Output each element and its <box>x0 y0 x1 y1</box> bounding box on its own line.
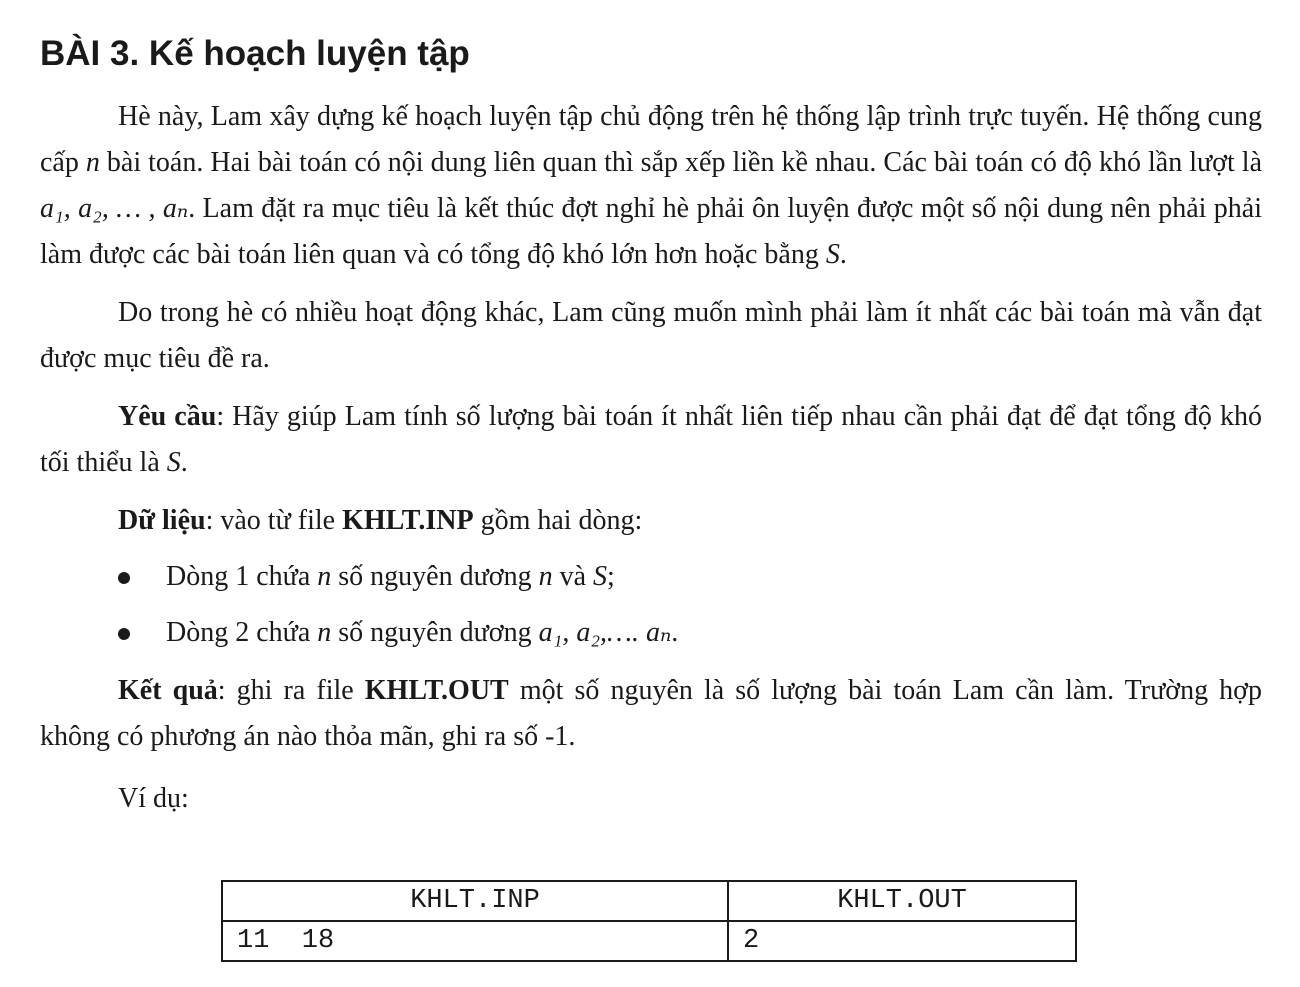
input-format-list <box>40 554 1262 656</box>
bullet2-text-a: Dòng 2 chứa <box>166 617 318 648</box>
output-text-b: một số nguyên là số lượng bài toán Lam cần làm. Trường hợp không có phương án nào thỏa mãn, ghi ra số -1. <box>40 675 1262 752</box>
example-table <box>221 880 1077 962</box>
output-label: Kết quả <box>118 675 218 706</box>
problem-title: BÀI 3. Kế hoạch luyện tập <box>40 34 470 73</box>
intro-paragraph-2: Do trong hè có nhiều hoạt động khác, Lam cũng muốn mình phải làm ít nhất các bài toán mà vẫn đạt được mục tiêu đề ra. <box>40 297 1262 374</box>
request-text: : Hãy giúp Lam tính số lượng bài toán ít nhất liên tiếp nhau cần phải đạt để đạt tổng độ khó tối thiểu là <box>40 401 1262 478</box>
header-input-file: KHLT.INP <box>222 881 728 921</box>
bullet1-var-s: S <box>593 561 608 592</box>
intro-text-b: bài toán. Hai bài toán có nội dung liên quan thì sắp xếp liền kề nhau. Các bài toán có độ khó lần lượt là <box>99 147 1262 178</box>
request-var-s: S <box>166 447 181 478</box>
bullet1-text-b: số nguyên dương <box>331 561 539 592</box>
intro-var-n: n <box>85 147 100 178</box>
table-header-row <box>222 881 1076 921</box>
intro-paragraph <box>40 94 1262 278</box>
table-row <box>222 921 1076 961</box>
bullet2-text-b: số nguyên dương <box>331 617 539 648</box>
request-end: . <box>180 447 188 478</box>
bullet-icon <box>118 628 130 640</box>
bullet1-text-d: ; <box>607 561 615 592</box>
bullet1-var-n: n <box>317 561 332 592</box>
input-text-a: : vào từ file <box>205 505 343 536</box>
example-label: Ví dụ: <box>118 783 189 814</box>
request-label: Yêu cầu <box>118 401 217 432</box>
output-filename: KHLT.OUT <box>364 675 509 706</box>
bullet-icon <box>118 572 130 584</box>
intro-sequence: a₁, a₂, … , aₙ <box>40 193 189 224</box>
input-label: Dữ liệu <box>118 505 206 536</box>
input-text-b: gồm hai dòng: <box>473 505 643 536</box>
bullet2-text-d: . <box>671 617 679 648</box>
intro-text-a: Hè này, Lam xây dựng kế hoạch luyện tập chủ động trên hệ thống lập trình trực tuyến. Hệ thống cung cấp <box>40 101 1262 178</box>
bullet2-var-n: n <box>317 617 332 648</box>
bullet2-sequence: a₁, a₂,…. aₙ <box>538 617 672 648</box>
intro-var-s: S <box>825 239 840 270</box>
output-paragraph <box>40 668 1262 760</box>
bullet1-text-a: Dòng 1 chứa <box>166 561 318 592</box>
header-output-file: KHLT.OUT <box>728 881 1076 921</box>
bullet1-var-n2: n <box>538 561 553 592</box>
output-text-a: : ghi ra file <box>217 675 365 706</box>
intro-end: . <box>839 239 847 270</box>
input-filename: KHLT.INP <box>342 505 474 536</box>
request-paragraph <box>40 394 1262 486</box>
intro-text-c: . Lam đặt ra mục tiêu là kết thúc đợt nghỉ hè phải ôn luyện được một số nội dung nên phải phải làm được các bài toán liên quan và có tổng độ khó lớn hơn hoặc bằng <box>40 193 1263 270</box>
list-item <box>40 554 1262 600</box>
problem-statement <box>40 28 1262 822</box>
list-item <box>40 610 1262 656</box>
input-paragraph <box>40 498 1262 544</box>
bullet1-text-c: và <box>552 561 594 592</box>
cell-input: 11 18 <box>222 921 728 961</box>
cell-output: 2 <box>728 921 1076 961</box>
